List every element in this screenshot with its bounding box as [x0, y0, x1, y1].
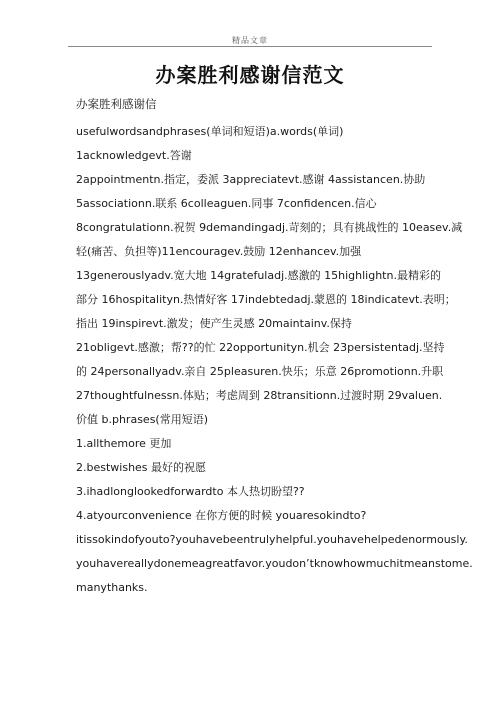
body-line: 部分 16hospitalityn.热情好客 17indebtedadj.蒙恩的 18indicatevt.表明； — [76, 293, 456, 306]
document-title: 办案胜利感谢信范文 — [155, 63, 345, 87]
body-line: itissokindofyouto?youhavebeentrulyhelpful.youhavehelpedenormously. — [76, 533, 468, 546]
body-line: 价值 b.phrases(常用短语) — [76, 413, 209, 426]
document-body — [76, 93, 473, 601]
body-line: 2.bestwishes 最好的祝愿 — [76, 461, 207, 474]
body-line: 1.allthemore 更加 — [76, 437, 172, 450]
body-line: 指出 19inspirevt.激发；使产生灵感 20maintainv.保持 — [76, 317, 352, 330]
page-header — [0, 0, 500, 52]
body-line: 4.atyourconvenience 在你方便的时候 youaresokindto? — [76, 509, 367, 522]
document-subtitle: 办案胜利感谢信 — [76, 97, 157, 111]
body-line: 8congratulationn.祝贺 9demandingadj.苛刻的；具有挑战性的 10easev.减 — [76, 221, 463, 234]
body-line: 13generouslyadv.宽大地 14gratefuladj.感激的 15highlightn.最精彩的 — [76, 269, 441, 282]
body-line: 轻(痛苦、负担等)11encouragev.鼓励 12enhancev.加强 — [76, 245, 362, 258]
header-divider — [68, 46, 432, 47]
header-text: 精品文章 — [232, 36, 268, 45]
body-line: 2appointmentn.指定，委派 3appreciatevt.感谢 4assistancen.协助 — [76, 173, 426, 186]
body-line: manythanks. — [76, 581, 148, 594]
body-line: 的 24personallyadv.亲自 25pleasuren.快乐；乐意 26promotionn.升职 — [76, 365, 444, 378]
body-line: 21obligevt.感激；帮??的忙 22opportunityn.机会 23persistentadj.坚持 — [76, 341, 445, 354]
body-line: 5associationn.联系 6colleaguen.同事 7confidencen.信心 — [76, 197, 377, 210]
body-line: youhavereallydonemeagreatfavor.youdon’tknowhowmuchitmeanstome. — [76, 557, 473, 570]
body-line: 27thoughtfulnessn.体贴；考虑周到 28transitionn.过渡时期 29valuen. — [76, 389, 443, 402]
body-line: 3.ihadlonglookedforwardto 本人热切盼望?? — [76, 485, 305, 498]
body-line: usefulwordsandphrases(单词和短语)a.words(单词) — [76, 125, 344, 138]
body-line: 1acknowledgevt.答谢 — [76, 149, 192, 162]
